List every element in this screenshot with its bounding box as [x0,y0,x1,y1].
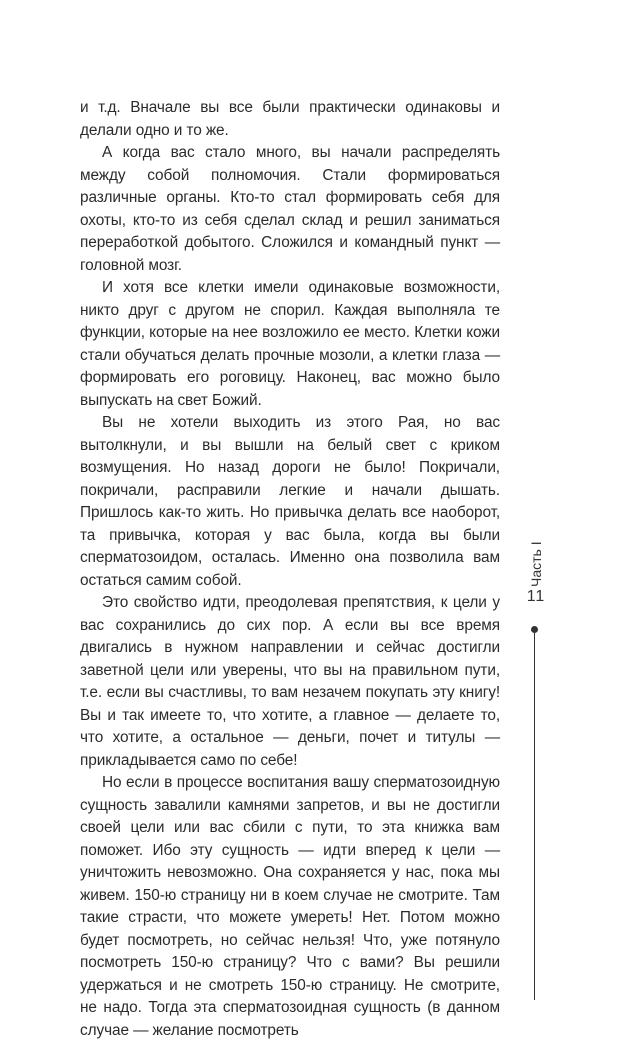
body-text [80,97,500,1042]
paragraph-2: А когда вас стало много, вы начали распределять между собой полномочия. Стали формироваться различные органы. Кто-то стал формировать себя для охоты, кто-то из себя сделал склад и решил заниматься переработкой добытого. Сложился и командный пункт — головной мозг. [80,144,500,274]
margin-rule-line [534,630,535,1000]
paragraph-4: Вы не хотели выходить из этого Рая, но вас вытолкнули, и вы вышли на белый свет с криком возмущения. Но назад дороги не было! Покричали, покричали, расправили легкие и начали дышать. Пришлось как-то жить. Но привычка делать все наоборот, та привычка, которая у вас была, когда вы были сперматозоидом, осталась. Именно она позволила вам остаться самим собой. [80,414,500,589]
paragraph-1: и т.д. Вначале вы все были практически одинаковы и делали одно и то же. [80,99,500,139]
paragraph-5: Это свойство идти, преодолевая препятствия, к цели у вас сохранились до сих пор. А если вы все время двигались в нужном направлении и сейчас достигли заветной цели или уверены, что вы на правильном пути, т.е. если вы счастливы, то вам незачем покупать эту книгу! Вы и так имеете то, что хотите, а главное — делаете то, что хотите, а остальное — деньги, почет и титулы — прикладывается само по себе! [80,594,500,769]
paragraph-3: И хотя все клетки имели одинаковые возможности, никто друг с другом не спорил. Каждая выполняла те функции, которые на нее возложило ее место. Клетки кожи стали обучаться делать прочные мозоли, а клетки глаза — формировать его роговицу. Наконец, вас можно было выпускать на свет Божий. [80,279,500,409]
part-label: Часть I [528,541,544,587]
page-number: 11 [526,588,546,605]
paragraph-6: Но если в процессе воспитания вашу сперматозоидную сущность завалили камнями запретов, и вы не достигли своей цели или вас сбили с пути, то эта книжка вам поможет. Ибо эту сущность — идти вперед к цели — уничтожить невозможно. Она сохраняется у нас, пока мы живем. 150-ю страницу ни в коем случае не смотрите. Там такие страсти, что можете умереть! Нет. Потом можно будет посмотреть, но сейчас нельзя! Что, уже потянуло посмотреть 150-ю страницу? Что с вами? Вы решили удержаться и не смотреть 150-ю страницу. Не смотрите, не надо. Тогда эта сперматозоидная сущность (в данном случае — желание посмотреть [80,774,500,1039]
